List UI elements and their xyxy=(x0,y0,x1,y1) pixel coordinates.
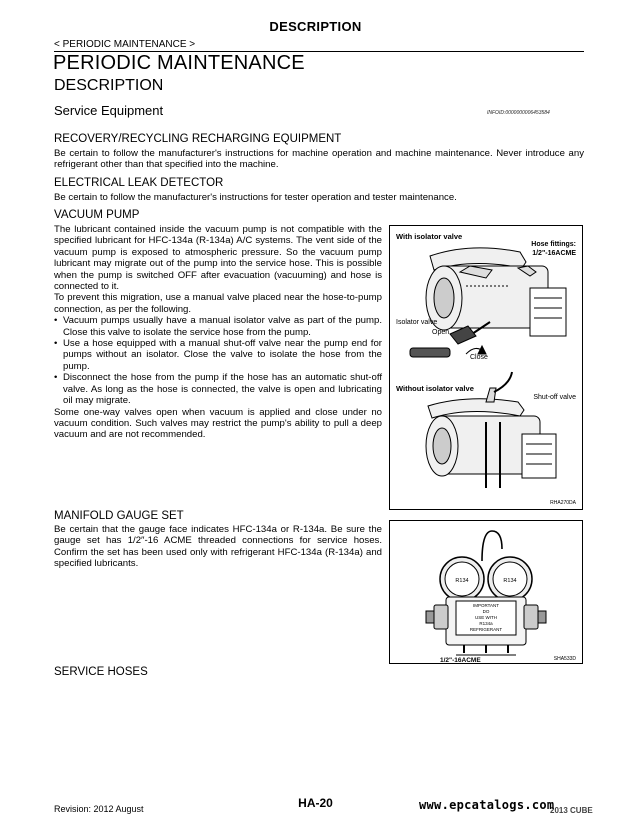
section-subtitle: DESCRIPTION xyxy=(54,77,164,94)
manifold-heading: MANIFOLD GAUGE SET xyxy=(54,510,184,522)
footer-revision: Revision: 2012 August xyxy=(54,804,144,814)
label-close: Close xyxy=(470,354,488,361)
list-item: • Disconnect the hose from the pump if the hose has an automatic shut-off valve. As long as the hose is connected, the valve is open and lubricating oil may migrate. xyxy=(54,372,382,406)
manifold-figure-code: SHA533D xyxy=(553,656,576,662)
service-hoses-heading: SERVICE HOSES xyxy=(54,666,148,678)
footer-model: 2013 CUBE xyxy=(550,806,593,815)
footer-watermark: www.epcatalogs.com xyxy=(419,798,555,812)
label-without-isolator: Without isolator valve xyxy=(396,384,474,393)
info-id: INFOID:0000000006453584 xyxy=(487,110,550,116)
list-item: • Use a hose equipped with a manual shut-off valve near the pump end for pumps without an isolator. Close the valve to isolate the hose from the pump. xyxy=(54,338,382,372)
gauge-left-label: R134 xyxy=(455,578,469,584)
manifold-gauge-drawing xyxy=(426,531,546,655)
vacuum-pump-para3: Some one-way valves open when vacuum is applied and close under no vacuum condition. Such valves may restrict the pump's ability to pull a deep vacuum and are not recommended. xyxy=(54,406,382,441)
manifold-text: Be certain that the gauge face indicates HFC-134a or R-134a. Be sure the gauge set has 1/2″-16 ACME threaded connections for service hoses. Confirm the set has been used only with refrigerant HFC-134a (R-134a) and specified lubricants. xyxy=(54,524,382,570)
label-hose-fittings: Hose fittings: xyxy=(531,241,576,248)
leak-detector-heading: ELECTRICAL LEAK DETECTOR xyxy=(54,177,224,189)
vacuum-pump-text xyxy=(54,224,382,441)
footer-page-number: HA-20 xyxy=(298,796,333,810)
label-isolator-valve: Isolator valve xyxy=(396,319,438,326)
recovery-heading: RECOVERY/RECYCLING RECHARGING EQUIPMENT xyxy=(54,133,342,145)
vacuum-pump-heading: VACUUM PUMP xyxy=(54,209,140,221)
vacuum-pump-para1: The lubricant contained inside the vacuum pump is not compatible with the specified lubricant for HFC-134a (R-134a) A/C systems. The vent side of the vacuum pump is exposed to atmospheric pressure. So the vacuum pump lubricant may migrate out of the pump into the service hose. This is possible when the pump is switched OFF after evacuation (vacuuming) and hose is connected to it. xyxy=(54,224,382,293)
subsection-title: Service Equipment xyxy=(54,103,164,118)
label-acme-fitting: 1/2"-16ACME xyxy=(532,250,576,257)
plate-line-1: IMPORTANT xyxy=(472,603,500,608)
manifold-gauge-figure xyxy=(389,520,583,664)
breadcrumb: < PERIODIC MAINTENANCE > xyxy=(54,39,196,50)
vacuum-pump-figure xyxy=(389,225,583,510)
plate-line-3: USE WITH xyxy=(475,615,497,620)
label-with-isolator: With isolator valve xyxy=(396,232,463,241)
plate-line-5: REFRIGERANT xyxy=(469,627,503,632)
vacuum-pump-bullets xyxy=(54,315,382,406)
leak-detector-text: Be certain to follow the manufacturer's instructions for tester operation and tester maintenance. xyxy=(54,192,457,203)
vacuum-pump-with-isolator-drawing xyxy=(410,248,566,357)
plate-line-2: DO xyxy=(482,609,490,614)
plate-line-4: R134a xyxy=(479,621,493,626)
label-shutoff-valve: Shut-off valve xyxy=(533,394,576,401)
page-header-title: DESCRIPTION xyxy=(269,19,362,34)
label-open: Open xyxy=(432,329,450,336)
section-title: PERIODIC MAINTENANCE xyxy=(53,52,305,74)
manifold-acme-label: 1/2"-16ACME xyxy=(440,657,481,663)
figure-code: RHA270DA xyxy=(550,500,576,506)
vacuum-pump-para2: To prevent this migration, use a manual valve placed near the hose-to-pump connection, as per the following. xyxy=(54,292,382,315)
recovery-text: Be certain to follow the manufacturer's instructions for machine operation and machine maintenance. Never introduce any refrigerant other than that specified into the machine. xyxy=(54,148,584,171)
list-item: • Vacuum pumps usually have a manual isolator valve as part of the pump. Close this valve to isolate the service hose from the pump. xyxy=(54,315,382,338)
gauge-right-label: R134 xyxy=(503,578,517,584)
